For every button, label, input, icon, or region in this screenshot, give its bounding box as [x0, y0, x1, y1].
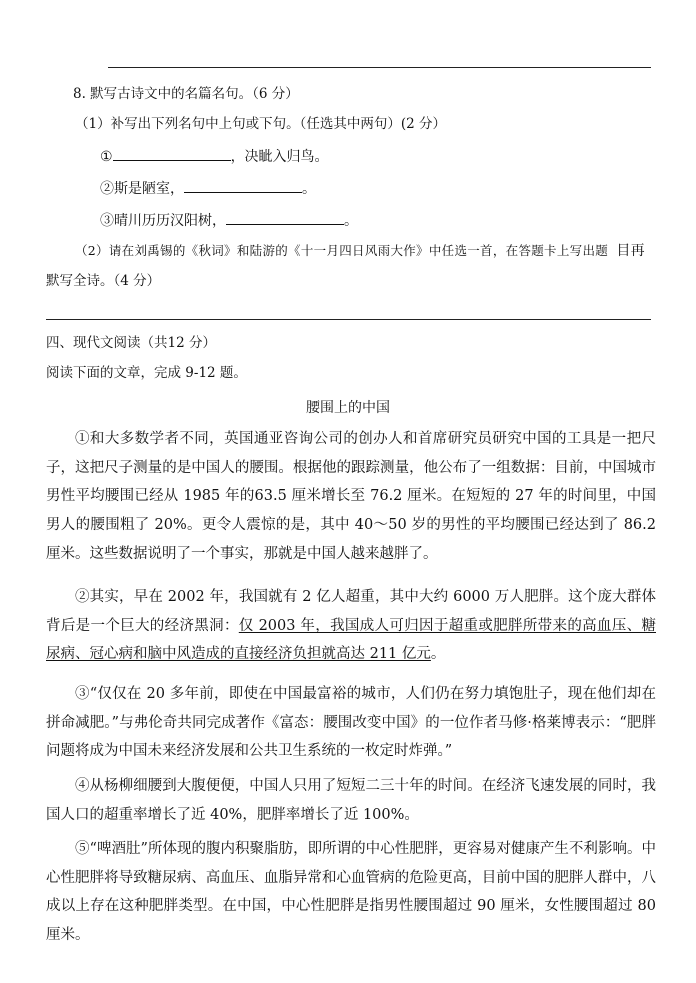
item1-prefix: ①	[100, 149, 113, 165]
paragraph-2-end: 。	[430, 646, 446, 663]
item2-suffix: 。	[302, 181, 316, 197]
item1-suffix: ，决眦入归鸟。	[230, 149, 329, 165]
paragraph-2-underlined: 仅 2003 年，我国成人可归因于超重或肥胖所带来的高血压、糖尿病、冠心病和脑中风造成的直接经济负担就高达 211 亿元	[46, 617, 656, 663]
item3-suffix: 。	[344, 213, 358, 229]
paragraph-2	[46, 583, 656, 669]
q8-sub2-line1	[75, 241, 645, 261]
q8-item1	[100, 146, 329, 167]
top-divider	[108, 67, 651, 68]
paragraph-3: ③“仅仅在 20 多年前，即使在中国最富裕的城市，人们仍在努力填饱肚子，现在他们却在拼命减肥。”与弗伦奇共同完成著作《富态：腰围改变中国》的一位作者马修·格莱博表示：“肥胖问题将成为中国未来经济发展和公共卫生系统的一枚定时炸弹。”	[46, 686, 656, 760]
paragraph-1: ①和大多数学者不同，英国通亚咨询公司的创办人和首席研究员研究中国的工具是一把尺子，这把尺子测量的是中国人的腰围。根据他的跟踪测量，他公布了一组数据：目前，中国城市男性平均腰围已经从 1985 年的63.5 厘米增长至 76.2 厘米。在短短的 27 年的时间里，中国男人的腰围粗了 20%。更令人震惊的是，其中 40～50 岁的男性的平均腰围已经达到了 86.2 厘米。这些数据说明了一个事实，那就是中国人越来越胖了。	[46, 431, 656, 562]
section-divider	[46, 319, 651, 320]
section4-title: 四、现代文阅读（共12 分）	[46, 335, 216, 351]
answer-blank-2[interactable]	[184, 178, 302, 193]
q8-sub2-line2: 默写全诗。（4 分）	[46, 273, 161, 289]
paragraph-4: ④从杨柳细腰到大腹便便，中国人只用了短短二三十年的时间。在经济飞速发展的同时，我国人口的超重率增长了近 40%，肥胖率增长了近 100%。	[46, 778, 656, 823]
item2-prefix: ②斯是陋室，	[100, 181, 184, 197]
sub2-end: 目再	[616, 243, 645, 259]
q8-title: 8. 默写古诗文中的名篇名句。（6 分）	[73, 86, 299, 102]
q8-item2	[100, 178, 316, 199]
answer-blank-1[interactable]	[113, 146, 231, 161]
item3-prefix: ③晴川历历汉阳树，	[100, 213, 226, 229]
sub2-text: （2）请在刘禹锡的《秋词》和陆游的《十一月四日风雨大作》中任选一首，在答题卡上写出题	[75, 243, 609, 258]
paragraph-5: ⑤“啤酒肚”所体现的腹内积聚脂肪，即所谓的中心性肥胖，更容易对健康产生不利影响。中心性肥胖将导致糖尿病、高血压、血脂异常和心血管病的危险更高，目前中国的肥胖人群中，八成以上存在这种肥胖类型。在中国，中心性肥胖是指男性腰围超过 90 厘米，女性腰围超过 80 厘米。	[46, 841, 656, 944]
paragraph-2-text: ②其实，早在 2002 年，我国就有 2 亿人超重，其中大约 6000 万人肥胖。这个庞大群体背后是一个巨大的经济黑洞：	[46, 589, 656, 634]
q8-sub1: （1）补写出下列名句中上句或下句。（任选其中两句）(2 分）	[75, 116, 446, 132]
section4-instruction: 阅读下面的文章，完成 9-12 题。	[46, 365, 247, 381]
answer-blank-3[interactable]	[226, 210, 344, 225]
q8-item3	[100, 210, 358, 231]
article-title: 腰围上的中国	[306, 400, 390, 416]
